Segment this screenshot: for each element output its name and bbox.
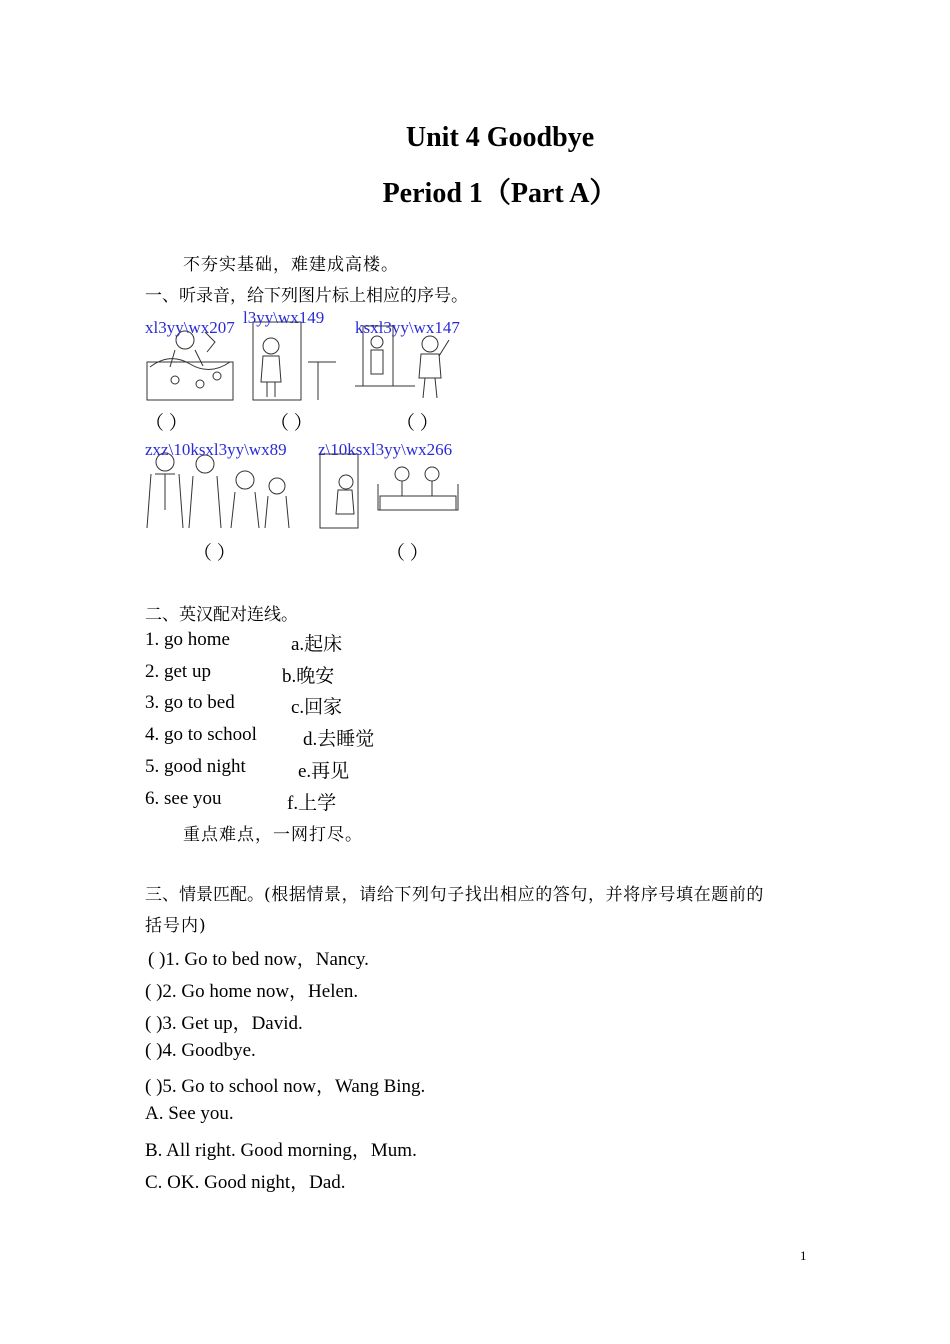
picture-tag: ksxl3yy\wx147 (355, 318, 460, 337)
pair-chinese: a.起床 (291, 634, 343, 655)
picture-tag: zxz\10ksxl3yy\wx89 (145, 440, 287, 459)
answer-blank[interactable]: （ ） (396, 413, 439, 434)
unit-title: Unit 4 Goodbye (405, 122, 595, 153)
answer-option: C. OK. Good night，Dad. (145, 1172, 346, 1193)
picture-living-room (318, 440, 460, 530)
question-line: ( )3. Get up，David. (145, 1013, 303, 1034)
answer-option: B. All right. Good morning，Mum. (145, 1140, 417, 1161)
answer-blank[interactable]: （ ） (193, 543, 236, 564)
page-number: 1 (800, 1248, 807, 1263)
pair-english: 3. go to bed (145, 692, 235, 713)
section3-instruction-cont: 括号内) (145, 916, 207, 936)
picture-family-group (145, 440, 297, 530)
question-line: ( )2. Go home now，Helen. (145, 981, 359, 1002)
picture-girl-at-door (243, 308, 338, 402)
section3-instruction: (根据情景，请给下列句子找出相应的答句，并将序号填在题前的 (264, 885, 765, 905)
section3-heading-line (145, 880, 764, 905)
motto-line: 不夯实基础，难建成高楼。 (183, 255, 399, 275)
period-title: Period 1（Part A） (382, 178, 618, 209)
section2-heading: 二、英汉配对连线。 (145, 605, 298, 625)
answer-blank[interactable]: （ ） (386, 543, 429, 564)
picture-tag: l3yy\wx149 (243, 308, 325, 327)
answer-option: A. See you. (145, 1103, 234, 1124)
pair-chinese: b.晚安 (282, 666, 335, 687)
pair-chinese: d.去睡觉 (303, 729, 375, 750)
question-line: ( )1. Go to bed now，Nancy. (148, 949, 369, 970)
pair-english: 4. go to school (145, 724, 257, 745)
pair-english: 6. see you (145, 788, 222, 809)
section3-heading: 三、情景匹配。 (145, 885, 264, 905)
answer-blank[interactable]: （ ） (145, 413, 188, 434)
pair-english: 1. go home (145, 629, 230, 650)
picture-tag: xl3yy\wx207 (145, 318, 235, 337)
picture-boy-in-bed (145, 312, 235, 402)
pair-english: 5. good night (145, 756, 246, 777)
motto-line: 重点难点，一网打尽。 (183, 825, 363, 845)
question-line: ( )5. Go to school now，Wang Bing. (145, 1076, 426, 1097)
question-line: ( )4. Goodbye. (145, 1040, 256, 1061)
pair-chinese: c.回家 (291, 697, 343, 718)
section1-heading: 一、听录音，给下列图片标上相应的序号。 (145, 286, 468, 306)
picture-kids-waving (355, 312, 460, 402)
pair-english: 2. get up (145, 661, 211, 682)
answer-blank[interactable]: （ ） (270, 413, 313, 434)
pair-chinese: e.再见 (298, 761, 350, 782)
picture-tag: z\10ksxl3yy\wx266 (318, 440, 453, 459)
pair-chinese: f.上学 (287, 793, 337, 814)
